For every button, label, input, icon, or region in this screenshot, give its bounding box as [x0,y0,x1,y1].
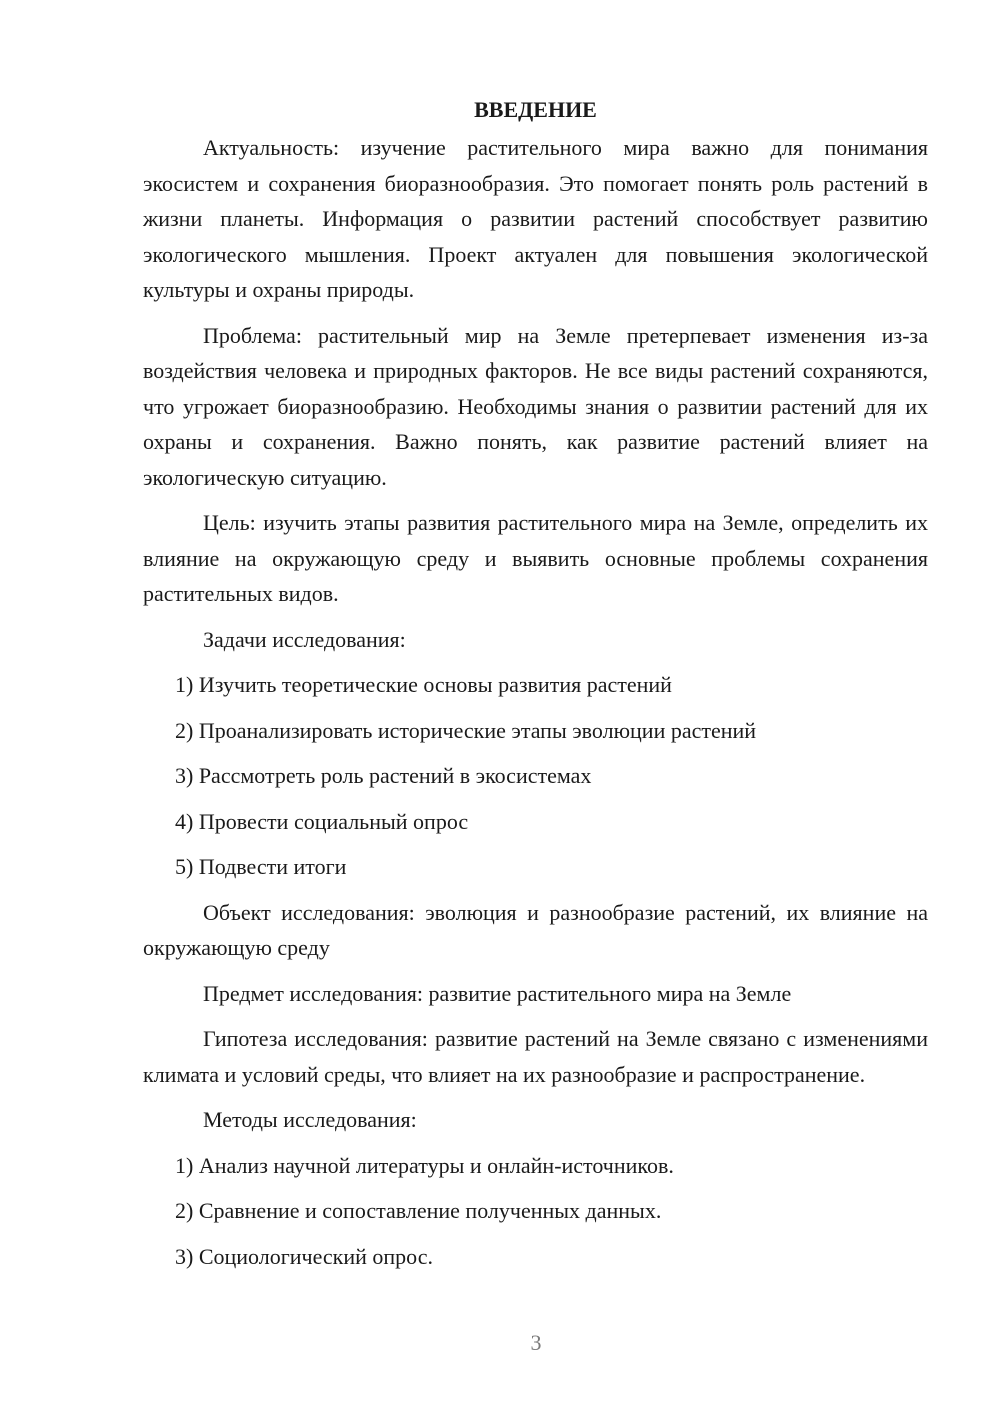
tasks-list [143,667,928,885]
task-item: 1) Изучить теоретические основы развития растений [175,672,672,697]
document-page [143,92,928,1284]
task-item: 3) Рассмотреть роль растений в экосистемах [175,763,592,788]
method-item: 2) Сравнение и сопоставление полученных данных. [175,1198,662,1223]
task-item: 5) Подвести итоги [175,854,347,879]
page-number: 3 [530,1330,542,1355]
goal-paragraph: Цель: изучить этапы развития растительного мира на Земле, определить их влияние на окружающую среду и выявить основные проблемы сохранения растительных видов. [143,510,928,606]
page-title: ВВЕДЕНИЕ [474,97,597,122]
task-item: 4) Провести социальный опрос [175,808,469,834]
method-item: 3) Социологический опрос. [175,1243,433,1269]
methods-heading: Методы исследования: [203,1107,417,1132]
hypothesis-paragraph: Гипотеза исследования: развитие растений на Земле связано с изменениями климата и условий среды, что влияет на их разнообразие и распространение. [143,1026,928,1087]
object-paragraph: Объект исследования: эволюция и разнообразие растений, их влияние на окружающую среду [143,899,928,960]
subject-paragraph: Предмет исследования: развитие растительного мира на Земле [203,980,792,1006]
tasks-heading: Задачи исследования: [203,626,406,652]
problem-paragraph: Проблема: растительный мир на Земле претерпевает изменения из-за воздействия человека и природных факторов. Не все виды растений сохраняются, что угрожает биоразнообразию. Необходимы знания о развитии растений для их охраны и сохранения. Важно понять, как развитие растений влияет на экологическую ситуацию. [143,322,928,490]
relevance-paragraph: Актуальность: изучение растительного мира важно для понимания экосистем и сохранения биоразнообразия. Это помогает понять роль растений в жизни планеты. Информация о развитии растений способствует развитию экологического мышления. Проект актуален для повышения экологической культуры и охраны природы. [143,135,928,302]
methods-list [143,1148,928,1275]
task-item: 2) Проанализировать исторические этапы эволюции растений [175,717,757,743]
method-item: 1) Анализ научной литературы и онлайн-источников. [175,1152,674,1178]
